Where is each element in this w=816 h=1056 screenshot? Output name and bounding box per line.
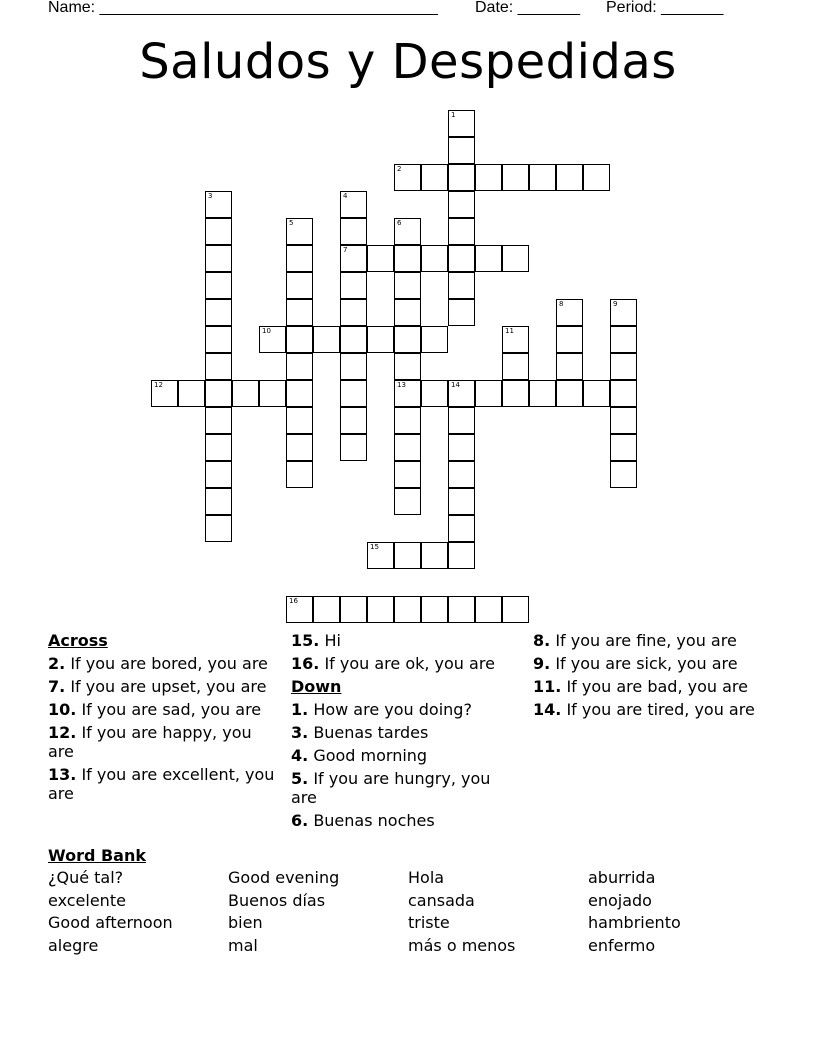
word-bank xyxy=(48,846,681,955)
crossword-cell[interactable] xyxy=(313,596,340,623)
clue-down-5: 5. If you are hungry, you are xyxy=(291,769,491,807)
across-heading: Across xyxy=(48,631,108,650)
clue-across-16: 16. If you are ok, you are xyxy=(291,654,495,673)
clue-down-3: 3. Buenas tardes xyxy=(291,723,429,742)
clue-across-13: 13. If you are excellent, you are xyxy=(48,765,275,803)
crossword-cell[interactable] xyxy=(394,353,421,380)
clues-column-1 xyxy=(48,631,278,807)
crossword-cell[interactable] xyxy=(421,245,448,272)
clue-down-4: 4. Good morning xyxy=(291,746,428,765)
crossword-cell[interactable] xyxy=(421,542,448,569)
clue-down-14: 14. If you are tired, you are xyxy=(533,700,755,719)
crossword-cell[interactable] xyxy=(529,164,556,191)
clue-across-7: 7. If you are upset, you are xyxy=(48,677,267,696)
crossword-cell[interactable] xyxy=(286,245,313,272)
crossword-cell[interactable] xyxy=(205,515,232,542)
crossword-cell[interactable] xyxy=(556,380,583,407)
crossword-cell[interactable] xyxy=(502,353,529,380)
cell-number: 8 xyxy=(559,300,564,308)
crossword-cell[interactable] xyxy=(610,299,637,326)
cell-number: 15 xyxy=(370,543,379,551)
cell-number: 1 xyxy=(451,111,456,119)
period-field[interactable]: Period: _______ xyxy=(606,0,724,16)
crossword-cell[interactable] xyxy=(448,542,475,569)
cell-number: 11 xyxy=(505,327,514,335)
cell-number: 16 xyxy=(289,597,298,605)
clue-across-10: 10. If you are sad, you are xyxy=(48,700,262,719)
cell-number: 2 xyxy=(397,165,402,173)
crossword-cell[interactable] xyxy=(556,299,583,326)
crossword-cell[interactable] xyxy=(448,515,475,542)
crossword-cell[interactable] xyxy=(502,326,529,353)
word-bank-item: cansada xyxy=(408,890,475,910)
word-bank-item: hambriento xyxy=(588,913,681,932)
clue-down-1: 1. How are you doing? xyxy=(291,700,472,719)
crossword-cell[interactable] xyxy=(367,596,394,623)
clue-across-2: 2. If you are bored, you are xyxy=(48,654,268,673)
crossword-cell[interactable] xyxy=(205,488,232,515)
crossword-cell[interactable] xyxy=(610,461,637,488)
crossword-cell[interactable] xyxy=(610,380,637,407)
crossword-cell[interactable] xyxy=(394,380,421,407)
word-bank-item: triste xyxy=(408,913,450,932)
crossword-cell[interactable] xyxy=(394,218,421,245)
crossword-cell[interactable] xyxy=(205,191,232,218)
crossword-cell[interactable] xyxy=(394,434,421,461)
crossword-cell[interactable] xyxy=(367,542,394,569)
cell-number: 3 xyxy=(208,192,213,200)
crossword-cell[interactable] xyxy=(421,596,448,623)
cell-number: 14 xyxy=(451,381,460,389)
word-bank-item: Hola xyxy=(408,868,445,887)
crossword-cell[interactable] xyxy=(286,380,313,407)
crossword-cell[interactable] xyxy=(448,110,475,137)
crossword-cell[interactable] xyxy=(340,434,367,461)
crossword-cell[interactable] xyxy=(394,596,421,623)
clue-down-8: 8. If you are fine, you are xyxy=(533,631,737,650)
crossword-cell[interactable] xyxy=(556,164,583,191)
word-bank-item: ¿Qué tal? xyxy=(48,868,124,887)
crossword-cell[interactable] xyxy=(340,326,367,353)
crossword-cell[interactable] xyxy=(340,245,367,272)
crossword-cell[interactable] xyxy=(205,380,232,407)
crossword-cell[interactable] xyxy=(448,461,475,488)
crossword-cell[interactable] xyxy=(394,407,421,434)
crossword-cell[interactable] xyxy=(205,353,232,380)
crossword-cell[interactable] xyxy=(556,326,583,353)
crossword-cell[interactable] xyxy=(205,407,232,434)
word-bank-item: Buenos días xyxy=(228,890,326,910)
clue-across-12: 12. If you are happy, you are xyxy=(48,723,252,761)
clue-down-6: 6. Buenas noches xyxy=(291,811,435,830)
word-bank-item: alegre xyxy=(48,935,99,955)
crossword-cell[interactable] xyxy=(259,380,286,407)
crossword-cell[interactable] xyxy=(286,299,313,326)
crossword-cell[interactable] xyxy=(286,596,313,623)
clue-down-11: 11. If you are bad, you are xyxy=(533,677,748,696)
crossword-cell[interactable] xyxy=(421,164,448,191)
crossword-cell[interactable] xyxy=(475,380,502,407)
crossword-cell[interactable] xyxy=(313,326,340,353)
crossword-cell[interactable] xyxy=(448,488,475,515)
crossword-cell[interactable] xyxy=(421,326,448,353)
crossword-cell[interactable] xyxy=(205,299,232,326)
crossword-cell[interactable] xyxy=(151,380,178,407)
crossword-cell[interactable] xyxy=(583,380,610,407)
crossword-cell[interactable] xyxy=(205,218,232,245)
crossword-cell[interactable] xyxy=(610,353,637,380)
crossword-cell[interactable] xyxy=(394,488,421,515)
crossword-cell[interactable] xyxy=(340,380,367,407)
crossword-cell[interactable] xyxy=(340,596,367,623)
crossword-cell[interactable] xyxy=(340,191,367,218)
crossword-cell[interactable] xyxy=(205,434,232,461)
crossword-cell[interactable] xyxy=(394,542,421,569)
crossword-cell[interactable] xyxy=(610,326,637,353)
crossword-cell[interactable] xyxy=(448,380,475,407)
crossword-cell[interactable] xyxy=(286,353,313,380)
crossword-cell[interactable] xyxy=(394,326,421,353)
crossword-cell[interactable] xyxy=(367,326,394,353)
crossword-cell[interactable] xyxy=(475,164,502,191)
cell-number: 9 xyxy=(613,300,618,308)
word-bank-item: enojado xyxy=(588,890,652,910)
clues-column-2 xyxy=(291,631,521,834)
word-bank-heading: Word Bank xyxy=(48,846,147,865)
crossword-cell[interactable] xyxy=(448,596,475,623)
crossword-cell[interactable] xyxy=(448,191,475,218)
crossword-cell[interactable] xyxy=(448,245,475,272)
crossword-cell[interactable] xyxy=(286,326,313,353)
word-bank-item: enfermo xyxy=(588,935,656,955)
crossword-cell[interactable] xyxy=(259,326,286,353)
page-title: Saludos y Despedidas xyxy=(139,34,677,90)
word-bank-item: excelente xyxy=(48,890,126,910)
cell-number: 12 xyxy=(154,381,163,389)
crossword-cell[interactable] xyxy=(367,245,394,272)
crossword-cell[interactable] xyxy=(340,218,367,245)
crossword-cell[interactable] xyxy=(448,434,475,461)
crossword-cell[interactable] xyxy=(340,407,367,434)
word-bank-item: bien xyxy=(228,913,263,932)
crossword-cell[interactable] xyxy=(475,245,502,272)
word-bank-item: aburrida xyxy=(588,868,656,887)
crossword-cell[interactable] xyxy=(610,434,637,461)
crossword-cell[interactable] xyxy=(394,245,421,272)
cell-number: 10 xyxy=(262,327,271,335)
crossword-cell[interactable] xyxy=(232,380,259,407)
crossword-cell[interactable] xyxy=(340,353,367,380)
crossword-cell[interactable] xyxy=(448,407,475,434)
crossword-cell[interactable] xyxy=(502,245,529,272)
crossword-cell[interactable] xyxy=(286,218,313,245)
word-bank-item: Good afternoon xyxy=(48,913,173,932)
crossword-cell[interactable] xyxy=(448,272,475,299)
cell-number: 5 xyxy=(289,219,294,227)
crossword-cell[interactable] xyxy=(340,272,367,299)
crossword-cell[interactable] xyxy=(394,461,421,488)
name-field[interactable]: Name: ______________________________________ xyxy=(48,0,438,16)
cell-number: 4 xyxy=(343,192,348,200)
word-bank-item: más o menos xyxy=(408,935,516,955)
crossword-cell[interactable] xyxy=(448,299,475,326)
crossword-cell[interactable] xyxy=(286,434,313,461)
crossword-cell[interactable] xyxy=(529,380,556,407)
crossword-cell[interactable] xyxy=(286,272,313,299)
crossword-cell[interactable] xyxy=(394,164,421,191)
crossword-cell[interactable] xyxy=(583,164,610,191)
crossword-cell[interactable] xyxy=(286,461,313,488)
crossword-cell[interactable] xyxy=(205,326,232,353)
crossword-cell[interactable] xyxy=(448,218,475,245)
word-bank-item: Good evening xyxy=(228,868,340,887)
crossword-cell[interactable] xyxy=(205,272,232,299)
crossword-cell[interactable] xyxy=(502,596,529,623)
crossword-cell[interactable] xyxy=(286,407,313,434)
crossword-cell[interactable] xyxy=(340,299,367,326)
word-bank-column xyxy=(408,868,588,958)
clue-across-15: 15. Hi xyxy=(291,631,341,650)
crossword-cell[interactable] xyxy=(394,299,421,326)
crossword-cell[interactable] xyxy=(178,380,205,407)
crossword-cell[interactable] xyxy=(394,272,421,299)
clues-column-3 xyxy=(533,631,773,723)
word-bank-item: mal xyxy=(228,935,258,955)
word-bank-column xyxy=(228,868,408,958)
cell-number: 7 xyxy=(343,246,348,254)
crossword-cell[interactable] xyxy=(421,380,448,407)
clue-down-9: 9. If you are sick, you are xyxy=(533,654,738,673)
crossword-cell[interactable] xyxy=(556,353,583,380)
crossword-cell[interactable] xyxy=(205,461,232,488)
crossword-cell[interactable] xyxy=(448,137,475,164)
crossword-cell[interactable] xyxy=(610,407,637,434)
word-bank-column xyxy=(588,868,768,958)
cell-number: 6 xyxy=(397,219,402,227)
crossword-cell[interactable] xyxy=(502,164,529,191)
cell-number: 13 xyxy=(397,381,406,389)
down-heading: Down xyxy=(291,677,342,696)
crossword-cell[interactable] xyxy=(205,245,232,272)
crossword-cell[interactable] xyxy=(502,380,529,407)
date-field[interactable]: Date: _______ xyxy=(475,0,580,16)
word-bank-column xyxy=(48,868,228,958)
crossword-cell[interactable] xyxy=(475,596,502,623)
crossword-cell[interactable] xyxy=(448,164,475,191)
